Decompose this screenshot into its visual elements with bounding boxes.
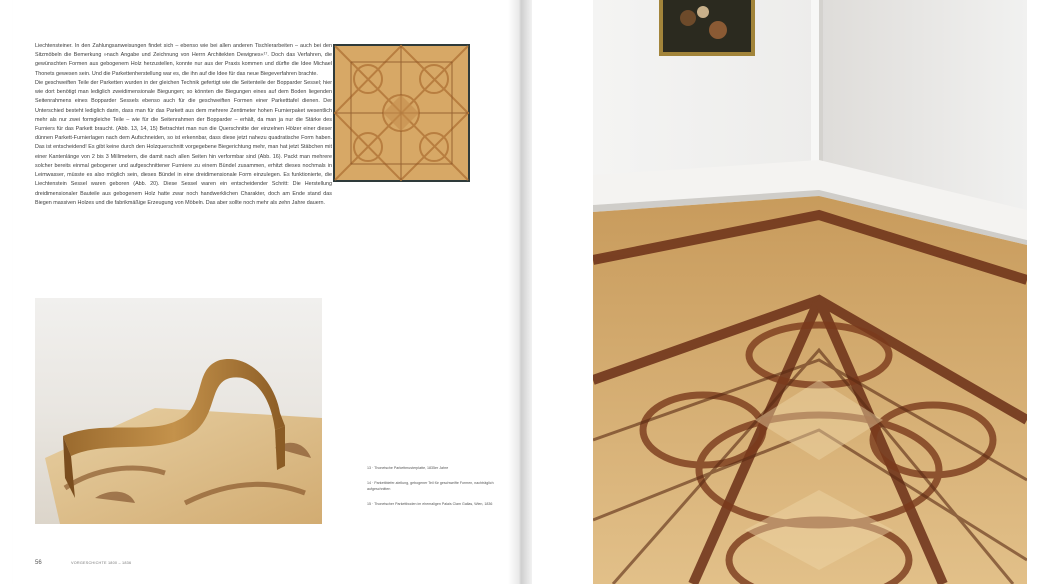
running-footer: VORGESCHICHTE 1800 – 1836 <box>71 561 132 565</box>
body-paragraph: Die geschweiften Teile der Parketten wurden in der gleichen Technik gefertigt wie die Seitenteile der Bopparder Sessel; hier wie dort benötigt man lediglich zweidimensionale Biegungen; so könnten die Biegungen eines auf dem Boden liegenden Seitenrahmens eines Bopparder Sessels ebenso auch für die geschweiften Formen einer Parketttafel dienen. Der Unterschied besteht lediglich darin, dass man für das Parkett aus dem mehrere Zentimeter hohen Furnierpaket wesentlich mehr als nur zwei formgleiche Teile – wie für die Seitenrahmen der Bopparder – erhält, da man ja nur die Stärke des Furniers für das Parkett braucht. (Abb. 13, 14, 15) Betrachtet man nun die Querschnitte der einzelnen Hölzer einer dieser dünnen Parkett-Furnierlagen nach dem Aufschneiden, so ist erkennbar, dass diese jetzt nahezu quadratische Form haben. Das ist entscheidend! Es gibt keine durch den Holzquerschnitt vorgegebene Biegerichtung mehr, man hat jetzt Stäbchen mit einer Kantenlänge von 2 bis 3 Millimetern, die damit nach allen Seiten hin verformbar sind (Abb. 16). Packt man mehrere solcher bereits einmal gebogener und aufgeschnittener Furniere zu einem Bündel zusammen, erhitzt dieses nochmals in Leimwasser, müsste es also möglich sein, dieses Bündel in eine dreidimensionale Form einzulegen. Es funktionierte, die Liechtenstein Sessel waren geboren (Abb. 20). Diese Sessel waren ein entscheidender Schritt: Die Herstellung dreidimensionaler Bauteile aus gebogenem Holz hatte zwar noch handwerklichen Charakter, doch am Ende stand das Biegen massiven Holzes und die fabrikmäßige Erzeugung von Möbeln. Das aber sollte noch mehr als zehn Jahre dauern. <box>35 79 332 206</box>
page-number: 56 <box>35 560 42 566</box>
caption: 13 · Thonetsche Parkettmusterplatte, 1835er Jahre <box>367 466 449 470</box>
body-text <box>35 42 332 208</box>
figure-captions <box>367 466 497 518</box>
parquet-floor-room-photo <box>593 0 1027 584</box>
parquet-sample-image <box>333 44 470 182</box>
bent-wood-photo <box>35 298 322 524</box>
body-paragraph: Liechtensteiner. In den Zahlungsanweisungen findet sich – ebenso wie bei allen anderen Tischlerarbeiten – auch bei den Sitzmöbeln die Bemerkung »nach Angabe und Zeichnung von Herrn Architekten Dewignes«¹⁷. Doch das Verfahren, die gewünschten Formen aus gebogenem Holz herzustellen, konnte nur aus der Praxis kommen und dürfte die Idee Michael Thonets gewesen sein. Und die Parkettenherstellung war es, die ihn auf die Idee für das neue Biegeverfahren brachte. <box>35 43 332 77</box>
book-gutter <box>508 0 532 584</box>
caption: 14 · Parkettbiefer-stellung, gebogener Teil für geschweifte Formen, nachträglich aufgeschnitten <box>367 481 494 491</box>
caption: 15 · Thonetscher Parkettboden im ehemaligen Palais Clam Gallas, Wien, 1836 <box>367 502 493 507</box>
